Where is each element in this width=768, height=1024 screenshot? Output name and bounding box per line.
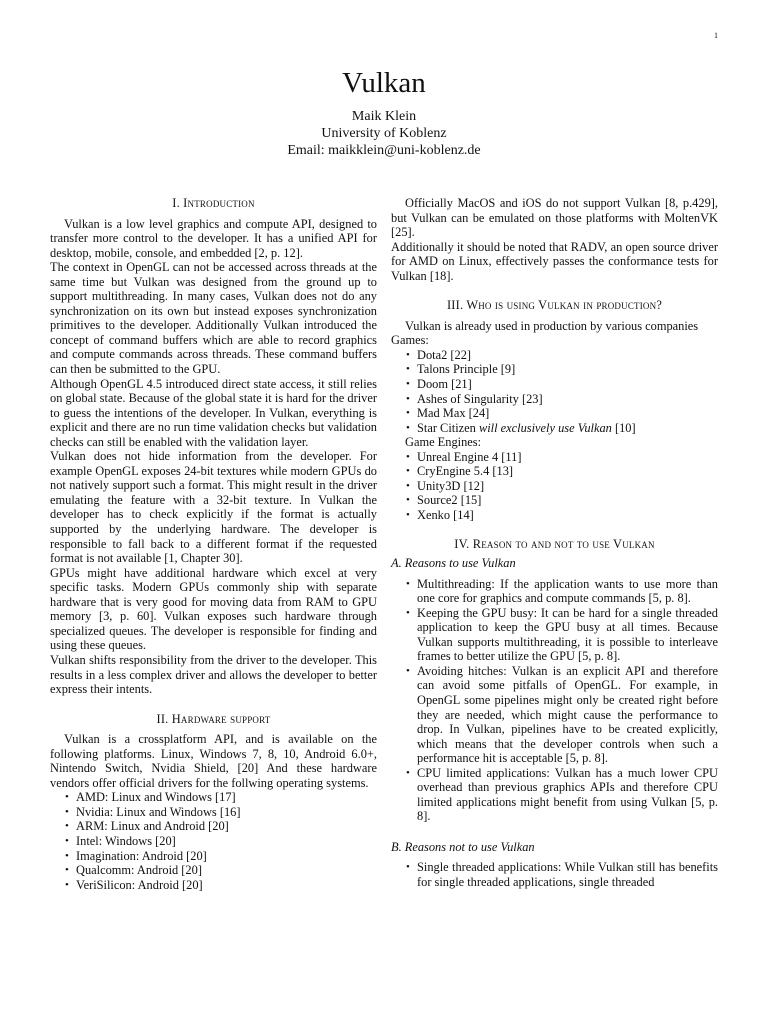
list-item: • Ashes of Singularity [23]	[417, 392, 718, 407]
hardware-paragraph-1: Vulkan is a crossplatform API, and is available on the following platforms. Linux, Windows 7, 8, 10, Android 6.0+, Nintendo Switch, Nvidia Shield, [20] And these hardware vendors offer official drivers for the follwing operating systems.	[50, 732, 377, 790]
list-item: • Unity3D [12]	[417, 479, 718, 494]
list-item: • Mad Max [24]	[417, 406, 718, 421]
section-heading-reasons: IV. Reason to and not to use Vulkan	[454, 537, 655, 552]
list-item: • Unreal Engine 4 [11]	[417, 450, 718, 465]
author-email: Email: maikklein@uni-koblenz.de	[287, 143, 481, 158]
list-item: • CPU limited applications: Vulkan has a much lower CPU overhead than previous graphics APIs and therefore CPU limited applications might benefit from using Vulkan [5, p. 8].	[417, 766, 718, 824]
list-item: • ARM: Linux and Android [20]	[76, 819, 377, 834]
section-heading-who-uses-vulkan: III. Who is using Vulkan in production?	[446, 298, 663, 313]
list-item: • Multithreading: If the application wants to use more than one core for graphics and compute commands [5, p. 8].	[417, 577, 718, 606]
subsection-heading-reasons-to-use: A. Reasons to use Vulkan	[391, 556, 516, 571]
list-item: • Xenko [14]	[417, 508, 718, 523]
hardware-paragraph-3: Additionally it should be noted that RADV, an open source driver for AMD on Linux, effectively passes the conformance tests for Vulkan [18].	[391, 239, 718, 283]
intro-paragraph-5: GPUs might have additional hardware which excel at very specific tasks. Modern GPUs commonly ship with separate hardware that is very good for moving data from RAM to GPU memory [3, p. 60]. Vulkan exposes such hardware through specialized queues. The developer is responsible for finding and using these queues.	[50, 565, 377, 653]
paper-title: Vulkan	[342, 67, 426, 99]
list-item: • Qualcomm: Android [20]	[76, 863, 377, 878]
intro-paragraph-6: Vulkan shifts responsibility from the driver to the developer. This results in a less complex driver and allows the developer to better express their intents.	[50, 652, 377, 697]
games-list	[391, 348, 718, 435]
list-item: • Source2 [15]	[417, 493, 718, 508]
engines-label: Game Engines:	[405, 435, 482, 450]
list-item: • AMD: Linux and Windows [17]	[76, 790, 377, 805]
author-affiliation: University of Koblenz	[321, 126, 447, 141]
intro-paragraph-1: Vulkan is a low level graphics and compute API, designed to transfer more control to the developer. It has a unified API for desktop, mobile, console, and embedded [2, p. 12].	[50, 216, 377, 260]
right-column	[391, 196, 718, 890]
list-item: • Doom [21]	[417, 377, 718, 392]
game-note: will exclusively use Vulkan	[478, 420, 612, 435]
list-item: • Imagination: Android [20]	[76, 849, 377, 864]
intro-paragraph-2: The context in OpenGL can not be accessed across threads at the same time but Vulkan was designed from the ground up to support multithreading. In many cases, Vulkan does not do any synchronization on its own but instead exposes synchronization primitives to the developer. Additionally Vulkan introduced the concept of command buffers which are able to record graphics and compute commands across threads. These command buffers can then be submitted to the GPU.	[50, 260, 377, 377]
not-reasons-list	[391, 860, 718, 889]
vendor-list	[50, 790, 377, 892]
engines-list	[391, 450, 718, 523]
citation: [10]	[614, 420, 636, 435]
reasons-list	[391, 577, 718, 824]
list-item: • Dota2 [22]	[417, 348, 718, 363]
usage-intro: Vulkan is already used in production by various companies	[405, 318, 699, 333]
hardware-paragraph-2: Officially MacOS and iOS do not support Vulkan [8, p.429], but Vulkan can be emulated on those platforms with MoltenVK [25].	[391, 196, 718, 240]
list-item: • Keeping the GPU busy: It can be hard for a single threaded application to keep the GPU busy at all times. Because Vulkan supports multithreading, it is possible to interleave frames to better utilize the GPU [5, p. 8].	[417, 606, 718, 664]
intro-paragraph-4: Vulkan does not hide information from the developer. For example OpenGL exposes 24-bit textures while modern GPUs do not natively support such a format. This might result in the driver emulating the feature with a 32-bit texture. In Vulkan the developer has to check explicitly if the format is actually supported by the underlying hardware. The developer is responsible to fall back to a different format if the requested format is not available [1, Chapter 30].	[50, 449, 377, 566]
section-heading-introduction: I. Introduction	[172, 196, 255, 210]
list-item: • Nvidia: Linux and Windows [16]	[76, 805, 377, 820]
list-item: • VeriSilicon: Android [20]	[76, 878, 377, 893]
list-item: • Avoiding hitches: Vulkan is an explicit API and therefore can avoid some pitfalls of OpenGL. For example, in OpenGL some pipelines might only be created right before they are needed, which might cause the performance to drop. In Vulkan, pipelines have to be created explicitly, which means that the developer controls when such a performance hit is acceptable [5, p. 8].	[417, 664, 718, 766]
list-item: • CryEngine 5.4 [13]	[417, 464, 718, 479]
game-name: Star Citizen	[417, 420, 476, 435]
games-label: Games:	[391, 333, 429, 348]
list-item: • Intel: Windows [20]	[76, 834, 377, 849]
list-item: • Talons Principle [9]	[417, 362, 718, 377]
list-item-star-citizen	[417, 421, 718, 436]
page-number: 1	[714, 31, 718, 40]
subsection-heading-reasons-not-to-use: B. Reasons not to use Vulkan	[391, 839, 535, 854]
left-column	[50, 196, 377, 892]
section-heading-hardware-support: II. Hardware support	[156, 711, 271, 726]
author-name: Maik Klein	[351, 109, 417, 124]
list-item: • Single threaded applications: While Vulkan still has benefits for single threaded applications, single threaded	[417, 860, 718, 889]
intro-paragraph-3: Although OpenGL 4.5 introduced direct state access, it still relies on global state. Because of the global state it is hard for the driver to guess the intentions of the developer. In Vulkan, everything is explicit and there are no run time validation checks but validation checks can still be enabled with the validation layer.	[50, 376, 377, 449]
